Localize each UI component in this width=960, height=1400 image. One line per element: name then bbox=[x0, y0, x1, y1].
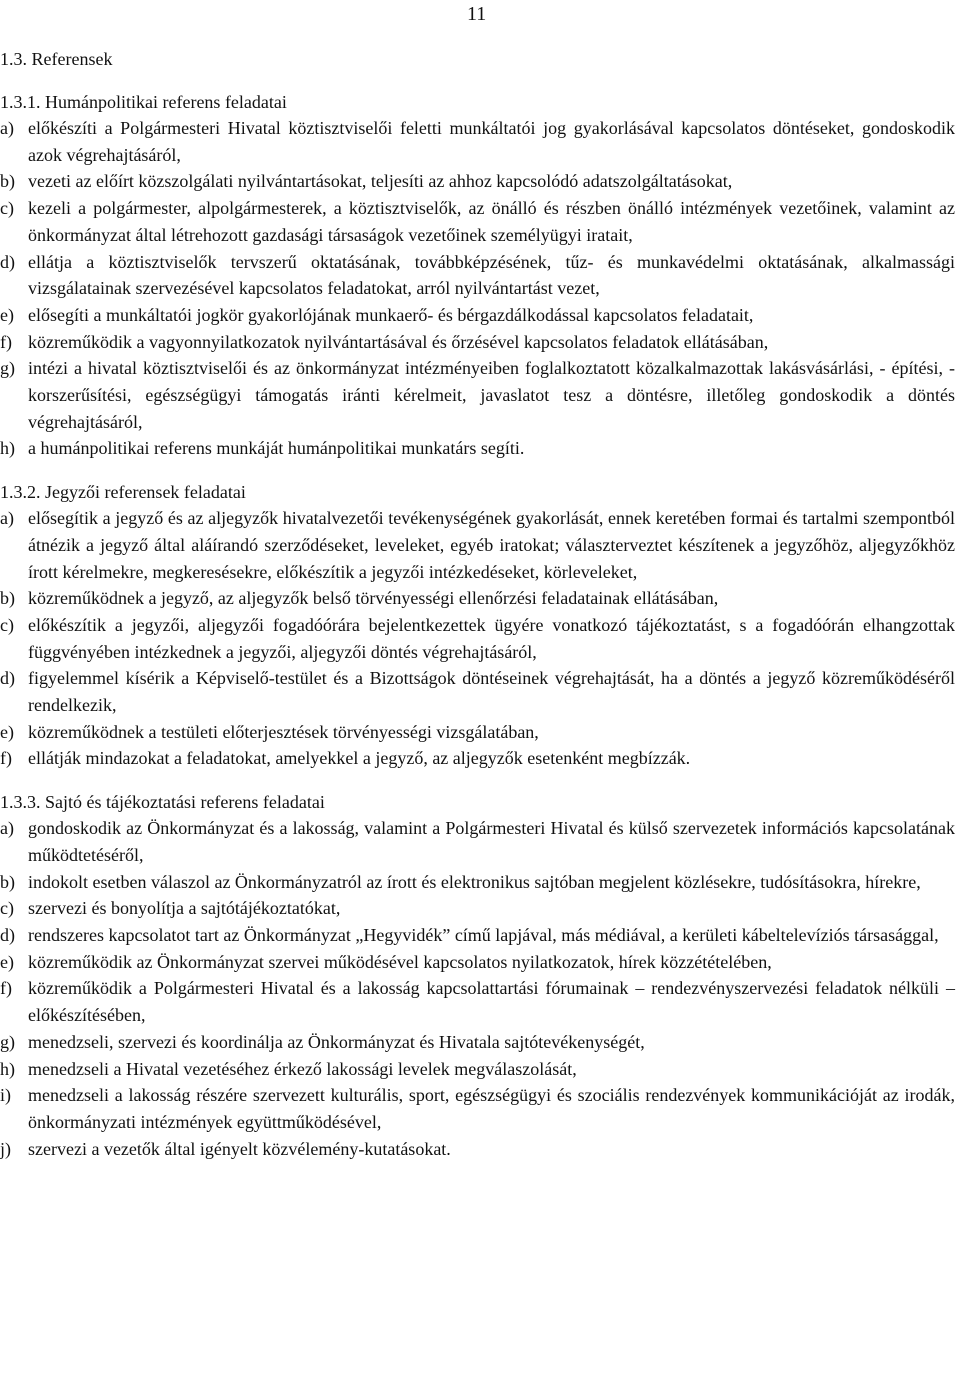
list-item-letter: f) bbox=[0, 978, 12, 999]
list-item bbox=[0, 1056, 955, 1083]
list-item bbox=[0, 612, 955, 665]
list-item-text: rendszeres kapcsolatot tart az Önkormányzat „Hegyvidék” című lapjával, más médiával, a kerületi kábeltelevíziós társasággal, bbox=[28, 924, 939, 945]
list-item-letter: i) bbox=[0, 1085, 11, 1106]
list-item bbox=[0, 249, 955, 302]
subsection-number: 1.3.3. bbox=[0, 792, 41, 813]
list-item-letter: f) bbox=[0, 331, 12, 352]
list-item-text: közreműködik az Önkormányzat szervei működésével kapcsolatos nyilatkozatok, hírek közzétételében, bbox=[28, 951, 772, 972]
document-body bbox=[0, 46, 955, 1179]
list-item-text: menedzseli, szervezi és koordinálja az Önkormányzat és Hivatala sajtótevékenységét, bbox=[28, 1031, 645, 1052]
list-item-text: a humánpolitikai referens munkáját humánpolitikai munkatárs segíti. bbox=[28, 438, 525, 459]
list-item bbox=[0, 195, 955, 248]
subsection-heading bbox=[0, 479, 955, 505]
list-item bbox=[0, 1136, 955, 1163]
list-item bbox=[0, 869, 955, 896]
list-item bbox=[0, 949, 955, 976]
list-item-text: előkészítik a jegyzői, aljegyzői fogadóórára bejelentkezettek ügyére vonatkozó tájékoztatást, s a fogadóórán elhangzottak függvényében intézkednek a jegyzői, aljegyzői döntés végrehajtásáról, bbox=[28, 614, 955, 662]
list-item-letter: d) bbox=[0, 668, 15, 689]
list-item bbox=[0, 745, 955, 772]
list-item-letter: e) bbox=[0, 304, 14, 325]
task-list bbox=[0, 815, 955, 1162]
list-item-letter: c) bbox=[0, 614, 14, 635]
list-item-text: gondoskodik az Önkormányzat és a lakosság, valamint a Polgármesteri Hivatal és külső szervezetek információs kapcsolatának működtetéséről, bbox=[28, 818, 955, 865]
task-list bbox=[0, 115, 955, 462]
list-item bbox=[0, 975, 955, 1028]
list-item-text: közreműködnek a jegyző, az aljegyzők belső törvényességi ellenőrzési feladatainak ellátásában, bbox=[28, 588, 719, 609]
list-item-text: közreműködnek a testületi előterjesztések törvényességi vizsgálatában, bbox=[28, 721, 539, 742]
list-item-text: szervezi a vezetők által igényelt közvélemény-kutatásokat. bbox=[28, 1138, 451, 1159]
list-item bbox=[0, 435, 955, 462]
list-item-letter: h) bbox=[0, 1058, 15, 1079]
list-item-text: közreműködik a vagyonnyilatkozatok nyilvántartásával és őrzésével kapcsolatos feladatok ellátásában, bbox=[28, 331, 769, 352]
list-item-text: kezeli a polgármester, alpolgármesterek, a köztisztviselők, az önálló és részben önálló intézmények vezetőinek, valamint az önkormányzat által létrehozott gazdasági társaságok vezetőinek személyügyi iratait, bbox=[28, 198, 955, 245]
list-item bbox=[0, 815, 955, 868]
list-item-letter: e) bbox=[0, 951, 14, 972]
section-heading bbox=[0, 46, 955, 72]
list-item-letter: b) bbox=[0, 871, 15, 892]
list-item-text: ellátják mindazokat a feladatokat, amelyekkel a jegyző, az aljegyzők esetenként megbízzák. bbox=[28, 748, 691, 769]
list-item bbox=[0, 1029, 955, 1056]
list-item-letter: b) bbox=[0, 588, 15, 609]
list-item-text: indokolt esetben válaszol az Önkormányzatról az írott és elektronikus sajtóban megjelent közlésekre, tudósításokra, hírekre, bbox=[28, 871, 921, 892]
page-number: 11 bbox=[467, 3, 487, 25]
list-item-text: menedzseli a Hivatal vezetéséhez érkező lakossági levelek megválaszolását, bbox=[28, 1058, 577, 1079]
list-item-letter: f) bbox=[0, 748, 12, 769]
task-list bbox=[0, 505, 955, 772]
list-item-letter: d) bbox=[0, 251, 15, 272]
list-item-text: menedzseli a lakosság részére szervezett kulturális, sport, egészségügyi és szociális rendezvények kommunikációját az irodák, önkormányzati intézmények együttműködésével, bbox=[28, 1085, 955, 1132]
list-item bbox=[0, 895, 955, 922]
list-item bbox=[0, 505, 955, 585]
list-item-text: előkészíti a Polgármesteri Hivatal köztisztviselői feletti munkáltatói jog gyakorlásával kapcsolatos döntéseket, gondoskodik azok végrehajtásáról, bbox=[28, 118, 955, 165]
list-item-letter: c) bbox=[0, 198, 14, 219]
list-item bbox=[0, 355, 955, 435]
list-item bbox=[0, 665, 955, 718]
list-item-text: közreműködik a Polgármesteri Hivatal és a lakosság kapcsolattartási fórumainak – rendezvényszervezési feladatok nélküli – előkészítésében, bbox=[28, 978, 955, 1026]
list-item-text: szervezi és bonyolítja a sajtótájékoztatókat, bbox=[28, 898, 341, 919]
list-item-text: elősegítik a jegyző és az aljegyzők hivatalvezetői tevékenységének gyakorlását, ennek keretében formai és tartalmi szempontból átnézik a jegyző által aláírandó szerződéseket, leveleket, egyéb iratokat; választerveztet készítenek a jegyzőhöz, aljegyzőkhöz írott kérelmekre, megkeresésekre, előkészítik a jegyzői intézkedéseket, körleveleket, bbox=[28, 508, 955, 582]
list-item bbox=[0, 585, 955, 612]
subsection-heading bbox=[0, 89, 955, 115]
list-item-letter: d) bbox=[0, 924, 15, 945]
subsection-title: Humánpolitikai referens feladatai bbox=[45, 92, 287, 112]
list-item-letter: b) bbox=[0, 171, 15, 192]
list-item bbox=[0, 115, 955, 168]
list-item bbox=[0, 329, 955, 356]
subsection-number: 1.3.2. bbox=[0, 482, 41, 503]
list-item-text: vezeti az előírt közszolgálati nyilvántartásokat, teljesíti az ahhoz kapcsolódó adatszolgáltatásokat, bbox=[28, 171, 733, 192]
list-item-text: elősegíti a munkáltatói jogkör gyakorlójának munkaerő- és bérgazdálkodással kapcsolatos feladatait, bbox=[28, 304, 754, 325]
list-item bbox=[0, 719, 955, 746]
subsections bbox=[0, 89, 955, 1162]
list-item-letter: j) bbox=[0, 1138, 11, 1159]
list-item-letter: g) bbox=[0, 1031, 15, 1052]
subsection-heading bbox=[0, 789, 955, 815]
list-item-letter: a) bbox=[0, 118, 14, 138]
list-item-letter: a) bbox=[0, 508, 14, 529]
list-item-text: ellátja a köztisztviselők tervszerű oktatásának, továbbképzésének, tűz- és munkavédelmi oktatásának, alkalmassági vizsgálatainak szervezésével kapcsolatos feladatokat, arról nyilvántartást vezet, bbox=[28, 251, 955, 299]
section-number: 1.3. bbox=[0, 49, 27, 69]
list-item-text: figyelemmel kísérik a Képviselő-testület és a Bizottságok döntéseinek végrehajtását, ha a döntés a jegyző közreműködéséről rendelkezik, bbox=[28, 668, 955, 716]
section-title: Referensek bbox=[31, 49, 113, 69]
list-item-letter: a) bbox=[0, 818, 14, 839]
list-item-letter: g) bbox=[0, 358, 15, 379]
list-item bbox=[0, 922, 955, 949]
list-item-letter: h) bbox=[0, 438, 15, 459]
list-item bbox=[0, 302, 955, 329]
subsection-title: Jegyzői referensek feladatai bbox=[45, 482, 246, 503]
subsection-number: 1.3.1. bbox=[0, 92, 41, 112]
list-item bbox=[0, 168, 955, 195]
list-item-text: intézi a hivatal köztisztviselői és az önkormányzat intézményeiben foglalkoztatott közalkalmazottak lakásvásárlási, - építési, - korszerűsítési, egészségügyi támogatás iránti kérelmeit, javaslatot tesz a döntésre, illetőleg gondoskodik a döntés végrehajtásáról, bbox=[28, 358, 955, 432]
list-item-letter: c) bbox=[0, 898, 14, 919]
list-item bbox=[0, 1082, 955, 1135]
list-item-letter: e) bbox=[0, 721, 14, 742]
subsection-title: Sajtó és tájékoztatási referens feladatai bbox=[45, 792, 325, 813]
